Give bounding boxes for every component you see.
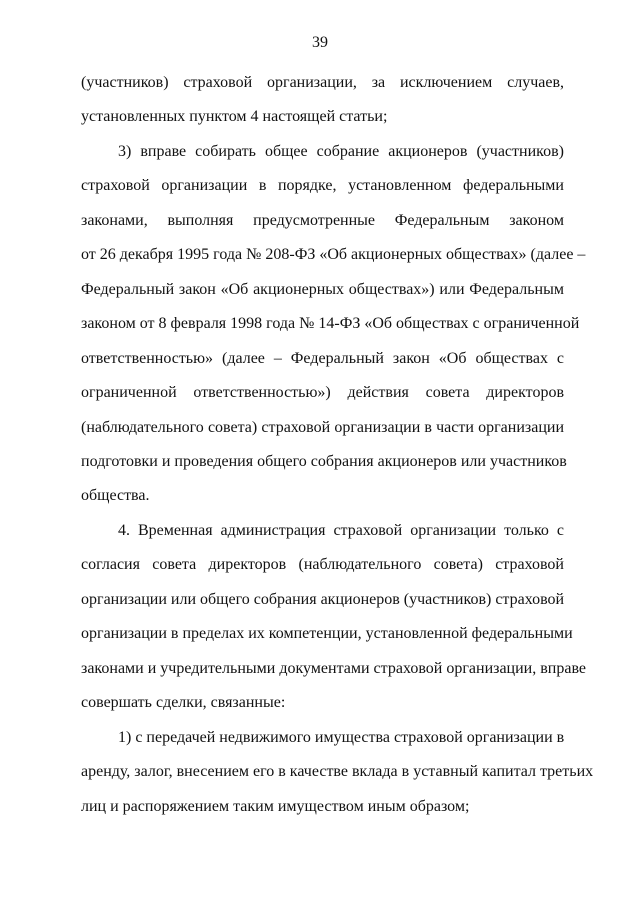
paragraph-start-line: 4. Временная администрация страховой организации только с	[118, 522, 564, 539]
page-number: 39	[312, 34, 328, 51]
text-line: подготовки и проведения общего собрания акционеров или участников	[81, 453, 567, 470]
paragraph-start-line: 1) с передачей недвижимого имущества страховой организации в	[118, 729, 565, 746]
text-line: ограниченной ответственностью») действия совета директоров	[81, 384, 564, 401]
text-line: (наблюдательного совета) страховой организации в части организации	[81, 419, 564, 436]
text-line: аренду, залог, внесением его в качестве вклада в уставный капитал третьих	[81, 763, 594, 780]
text-line: законом от 8 февраля 1998 года № 14-ФЗ «Об обществах с ограниченной	[81, 315, 580, 332]
text-line: от 26 декабря 1995 года № 208-ФЗ «Об акционерных обществах» (далее –	[81, 246, 586, 263]
text-line: ответственностью» (далее – Федеральный закон «Об обществах с	[81, 350, 564, 367]
paragraph-start-line: 3) вправе собирать общее собрание акционеров (участников)	[118, 143, 564, 160]
text-line: совершать сделки, связанные:	[81, 694, 286, 711]
text-line: страховой организации в порядке, установленном федеральными	[81, 177, 564, 194]
text-line: установленных пунктом 4 настоящей статьи;	[81, 108, 388, 125]
text-line: законами и учредительными документами страховой организации, вправе	[81, 660, 587, 677]
text-line: Федеральный закон «Об акционерных обществах») или Федеральным	[81, 281, 564, 298]
text-line: общества.	[81, 487, 150, 504]
text-line: лиц и распоряжением таким имуществом иным образом;	[81, 798, 470, 815]
text-line: организации или общего собрания акционеров (участников) страховой	[81, 591, 565, 608]
text-line: согласия совета директоров (наблюдательного совета) страховой	[81, 556, 564, 573]
text-line: законами, выполняя предусмотренные Федеральным законом	[81, 212, 564, 229]
text-line: организации в пределах их компетенции, установленной федеральными	[81, 625, 573, 642]
text-line: (участников) страховой организации, за исключением случаев,	[81, 74, 564, 91]
